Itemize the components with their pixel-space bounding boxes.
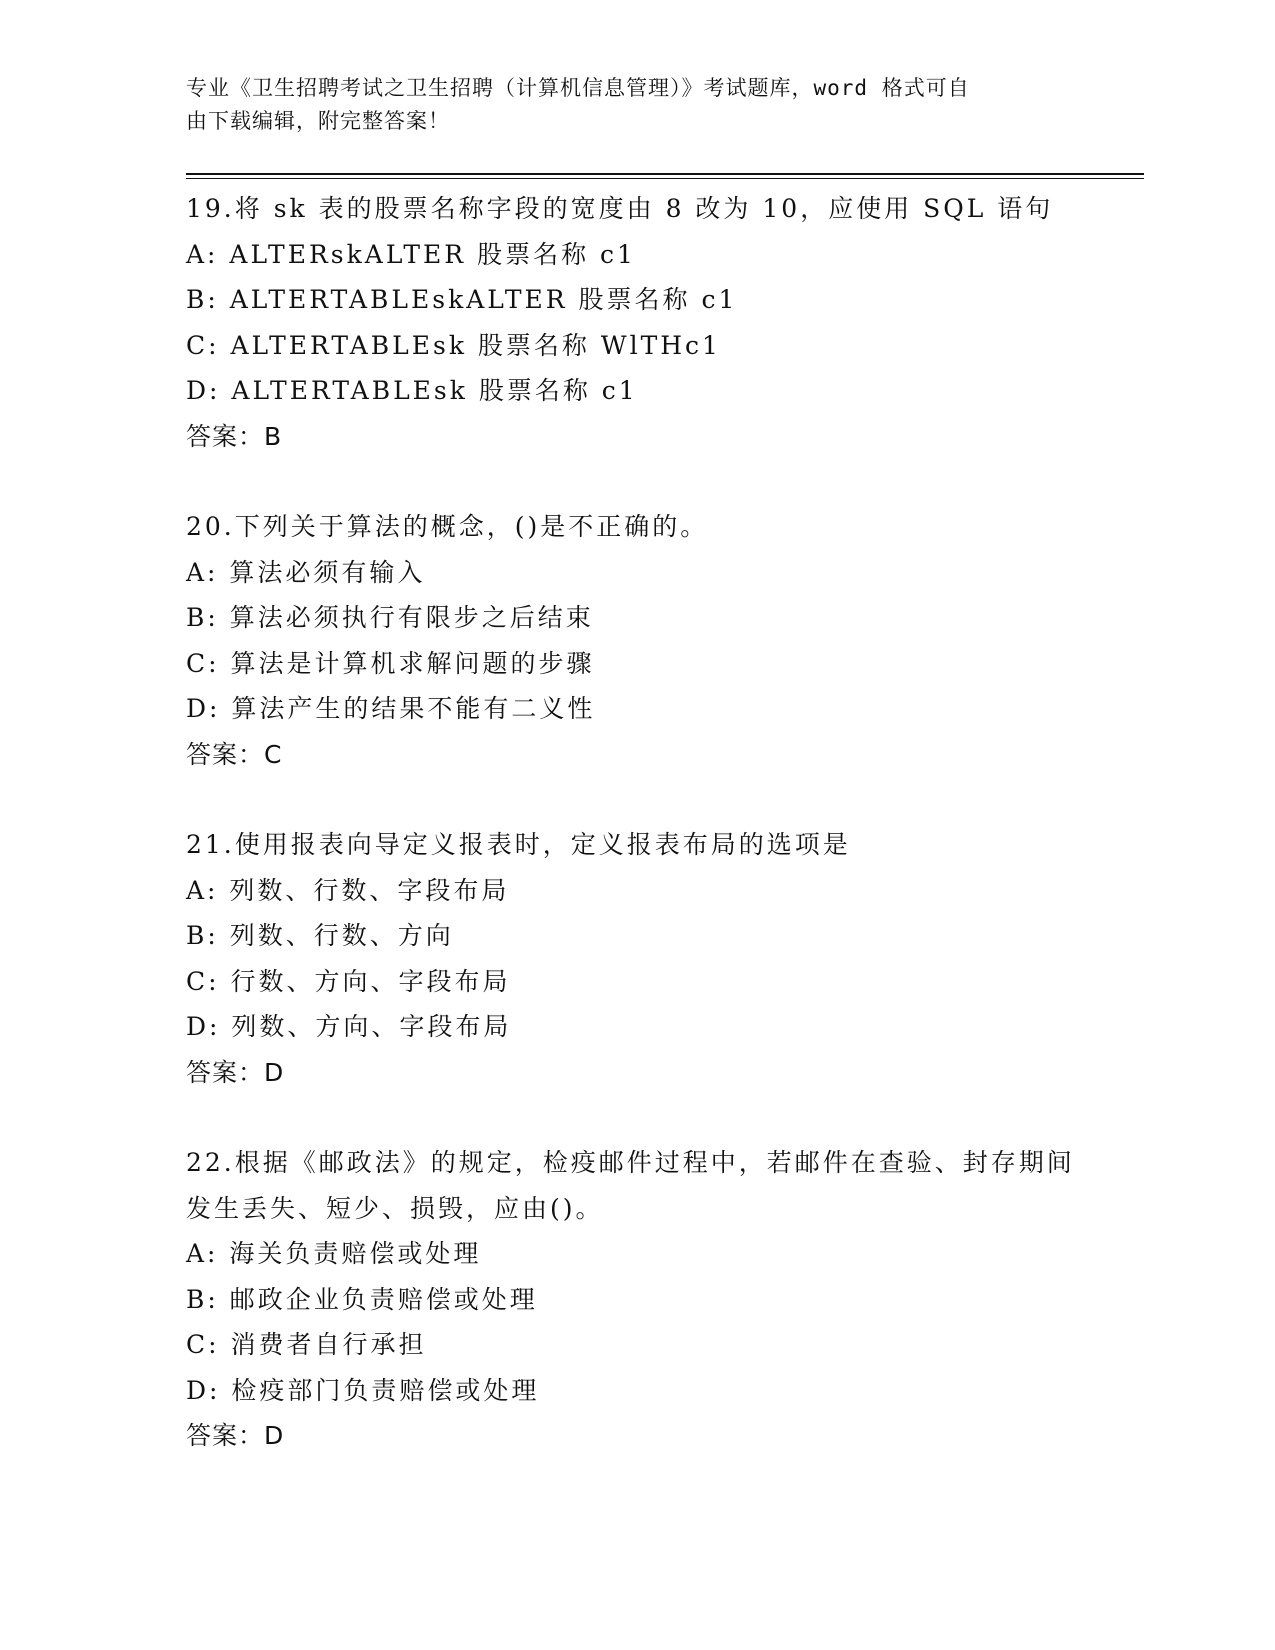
question-stem: 19.将 sk 表的股票名称字段的宽度由 8 改为 10，应使用 SQL 语句 bbox=[186, 194, 1054, 223]
question-stem: 20.下列关于算法的概念，()是不正确的。 bbox=[186, 512, 709, 541]
question-stem: 21.使用报表向导定义报表时，定义报表布局的选项是 bbox=[186, 830, 851, 859]
option-b: B: 算法必须执行有限步之后结束 bbox=[186, 603, 594, 632]
option-b: B: 列数、行数、方向 bbox=[186, 921, 454, 950]
option-d: D: 算法产生的结果不能有二义性 bbox=[186, 694, 596, 723]
question-22 bbox=[186, 1140, 1086, 1459]
answer-line: 答案：D bbox=[186, 1057, 285, 1087]
header-line-1: 专业《卫生招聘考试之卫生招聘（计算机信息管理）》考试题库，word 格式可自 bbox=[186, 76, 970, 100]
answer-line: 答案：D bbox=[186, 1421, 285, 1450]
header-divider-thin bbox=[186, 178, 1144, 179]
option-c: C: 消费者自行承担 bbox=[186, 1330, 427, 1359]
question-list bbox=[186, 186, 1086, 1504]
question-stem: 22.根据《邮政法》的规定，检疫邮件过程中，若邮件在查验、封存期间发生丢失、短少、损毁，应由()。 bbox=[186, 1148, 1075, 1223]
option-d: D: 列数、方向、字段布局 bbox=[186, 1012, 512, 1041]
question-20 bbox=[186, 504, 1086, 777]
answer-line: 答案：B bbox=[186, 421, 283, 451]
question-21 bbox=[186, 822, 1086, 1095]
question-19 bbox=[186, 186, 1086, 459]
option-a: A: ALTERskALTER 股票名称 c1 bbox=[186, 239, 636, 269]
option-c: C: 算法是计算机求解问题的步骤 bbox=[186, 648, 595, 678]
header-line-2: 由下载编辑，附完整答案！ bbox=[186, 109, 450, 133]
option-d: D: ALTERTABLEsk 股票名称 c1 bbox=[186, 376, 638, 405]
header-divider-thick bbox=[186, 173, 1144, 175]
option-c: C: 行数、方向、字段布局 bbox=[186, 966, 511, 996]
option-a: A: 海关负责赔偿或处理 bbox=[186, 1239, 482, 1268]
option-a: A: 列数、行数、字段布局 bbox=[186, 875, 510, 905]
option-d: D: 检疫部门负责赔偿或处理 bbox=[186, 1375, 540, 1405]
answer-line: 答案：C bbox=[186, 739, 283, 769]
option-a: A: 算法必须有输入 bbox=[186, 557, 426, 587]
option-c: C: ALTERTABLEsk 股票名称 WlTHc1 bbox=[186, 330, 721, 360]
document-header bbox=[186, 72, 1066, 138]
option-b: B: 邮政企业负责赔偿或处理 bbox=[186, 1284, 538, 1314]
option-b: B: ALTERTABLEskALTER 股票名称 c1 bbox=[186, 285, 738, 314]
